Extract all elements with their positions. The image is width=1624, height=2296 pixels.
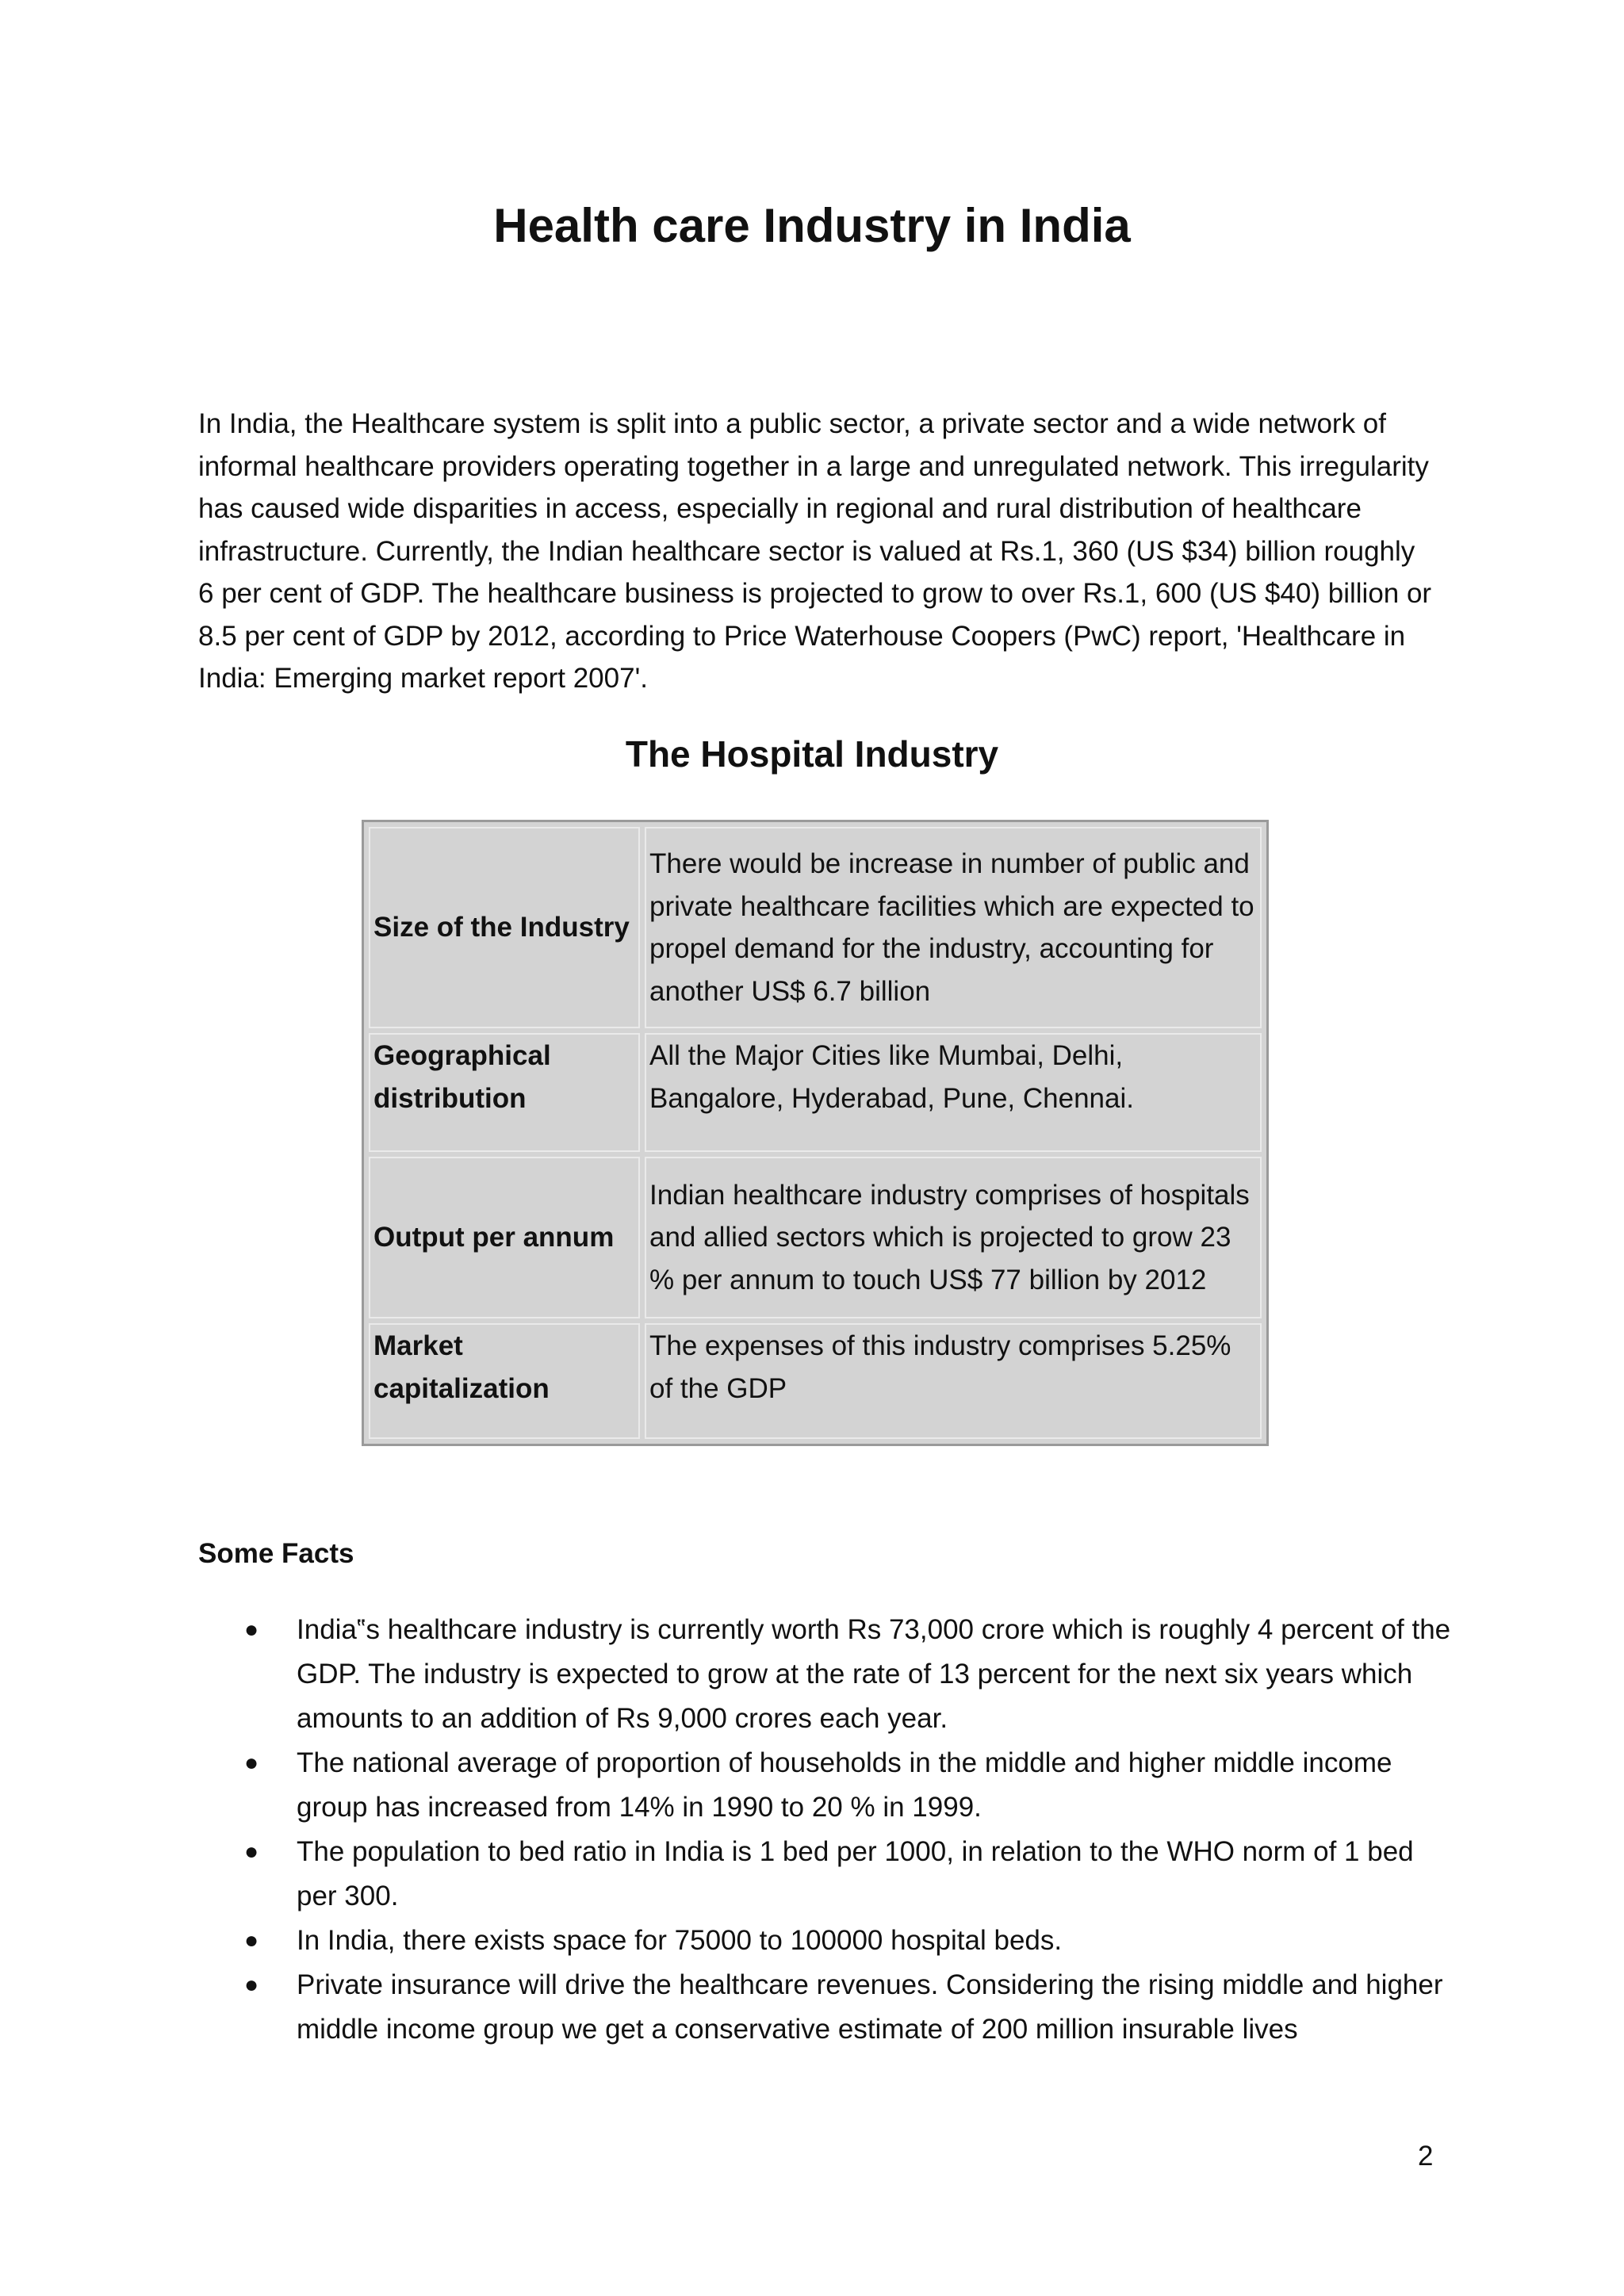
table-row <box>369 1157 1262 1318</box>
list-item <box>198 1830 1451 1919</box>
bullet-icon: ● <box>244 1617 259 1643</box>
list-item-text: The population to bed ratio in India is 1 bed per 1000, in relation to the WHO norm of 1 bed per 300. <box>297 1836 1414 1911</box>
row-label: Output per annum <box>369 1157 640 1318</box>
list-item-text: In India, there exists space for 75000 to 100000 hospital beds. <box>297 1925 1063 1956</box>
table-row <box>369 1033 1262 1152</box>
page-number: 2 <box>1418 2141 1434 2172</box>
bullet-icon: ● <box>244 1839 259 1865</box>
list-item <box>198 1741 1451 1830</box>
list-item <box>198 1919 1451 1963</box>
bullet-icon: ● <box>244 1750 259 1776</box>
row-label: Geographical distribution <box>369 1033 640 1152</box>
row-label: Market capitalization <box>369 1323 640 1439</box>
facts-list <box>198 1608 1451 2052</box>
list-item-text: Private insurance will drive the healthcare revenues. Considering the rising middle and higher middle income group we get a conservative estimate of 200 million insurable lives <box>297 1969 1443 2045</box>
row-value: The expenses of this industry comprises 5.25% of the GDP <box>645 1323 1262 1439</box>
bullet-icon: ● <box>244 1972 259 1998</box>
row-value: There would be increase in number of public and private healthcare facilities which are expected to propel demand for the industry, accounting for another US$ 6.7 billion <box>645 827 1262 1028</box>
list-item <box>198 1963 1451 2052</box>
intro-paragraph: In India, the Healthcare system is split into a public sector, a private sector and a wide network of informal healthcare providers operating together in a large and unregulated network. This irregularity has caused wide disparities in access, especially in regional and rural distribution of healthcare infrastructure. Currently, the Indian healthcare sector is valued at Rs.1, 360 (US $34) billion roughly 6 per cent of GDP. The healthcare business is projected to grow to over Rs.1, 600 (US $40) billion or 8.5 per cent of GDP by 2012, according to Price Waterhouse Coopers (PwC) report, 'Healthcare in India: Emerging market report 2007'. <box>198 408 1432 694</box>
list-item-text: The national average of proportion of households in the middle and higher middle income group has increased from 14% in 1990 to 20 % in 1999. <box>297 1747 1392 1823</box>
table-row <box>369 1323 1262 1439</box>
list-item-text: India‟s healthcare industry is currently worth Rs 73,000 crore which is roughly 4 percent of the GDP. The industry is expected to grow at the rate of 13 percent for the next six years which amounts to an addition of Rs 9,000 crores each year. <box>297 1614 1451 1734</box>
page-title: Health care Industry in India <box>493 199 1131 252</box>
table-row <box>369 827 1262 1028</box>
row-value: Indian healthcare industry comprises of hospitals and allied sectors which is projected to grow 23 % per annum to touch US$ 77 billion by 2012 <box>645 1157 1262 1318</box>
list-item <box>198 1608 1451 1741</box>
bullet-icon: ● <box>244 1927 259 1954</box>
facts-heading: Some Facts <box>198 1538 354 1569</box>
row-label: Size of the Industry <box>369 827 640 1028</box>
hospital-industry-table <box>362 820 1269 1446</box>
row-value: All the Major Cities like Mumbai, Delhi, Bangalore, Hyderabad, Pune, Chennai. <box>645 1033 1262 1152</box>
section-title: The Hospital Industry <box>625 733 999 775</box>
